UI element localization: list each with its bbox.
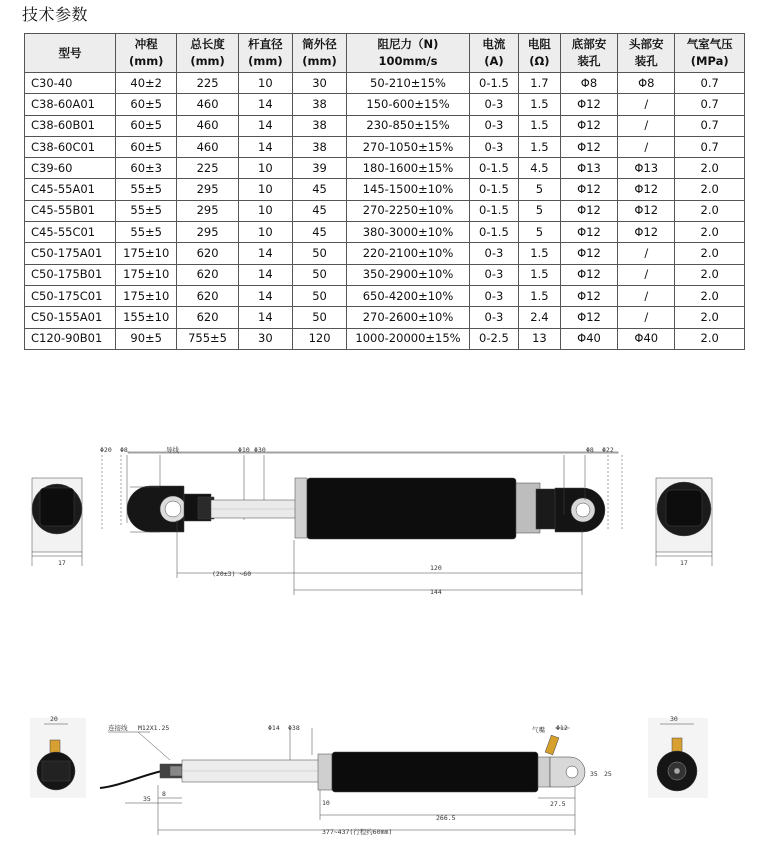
table-cell: 60±5: [116, 94, 177, 115]
table-cell: 38: [292, 136, 346, 157]
table-cell: Φ13: [618, 158, 675, 179]
table-cell: 150-600±15%: [347, 94, 470, 115]
dim-10: 10: [322, 799, 330, 807]
header-line-1: 电阻: [527, 37, 551, 51]
table-cell: 1.7: [518, 73, 560, 94]
table-cell: 14: [238, 285, 292, 306]
dim-20: 20: [50, 715, 58, 723]
table-cell: 14: [238, 115, 292, 136]
table-cell: 50-210±15%: [347, 73, 470, 94]
table-cell: 14: [238, 264, 292, 285]
table-cell: 0-3: [469, 307, 518, 328]
table-cell: 2.0: [675, 179, 745, 200]
table-cell: 2.0: [675, 158, 745, 179]
table-cell: 2.0: [675, 200, 745, 221]
dim-stroke: (20±3) ~60: [212, 570, 252, 578]
model-cell: C120-90B01: [25, 328, 116, 349]
table-cell: 39: [292, 158, 346, 179]
header-line-2: (mm): [248, 54, 283, 68]
table-cell: 0-1.5: [469, 158, 518, 179]
header-line-2: (mm): [128, 54, 164, 68]
header-line-1: 电流: [482, 37, 506, 51]
table-cell: 0-3: [469, 94, 518, 115]
table-cell: Φ8: [560, 73, 617, 94]
table-cell: 270-2600±10%: [347, 307, 470, 328]
table-cell: 13: [518, 328, 560, 349]
table-cell: 2.4: [518, 307, 560, 328]
table-cell: Φ12: [560, 94, 617, 115]
model-cell: C39-60: [25, 158, 116, 179]
dim-total: 377~437(行程约60mm): [322, 828, 393, 836]
dim-d10: Φ10: [238, 446, 250, 454]
table-cell: 120: [292, 328, 346, 349]
table-cell: 295: [177, 179, 238, 200]
dim-d30: Φ30: [254, 446, 266, 454]
table-cell: 380-3000±10%: [347, 222, 470, 243]
dim-d8: Φ8: [120, 446, 128, 454]
table-cell: 0.7: [675, 73, 745, 94]
table-cell: 2.0: [675, 243, 745, 264]
table-cell: 155±10: [116, 307, 177, 328]
model-cell: C50-175C01: [25, 285, 116, 306]
table-cell: 5: [518, 222, 560, 243]
model-cell: C30-40: [25, 73, 116, 94]
table-cell: 460: [177, 115, 238, 136]
table-cell: 14: [238, 136, 292, 157]
header-line-2: (mm): [302, 54, 337, 68]
dim-17-left: 17: [58, 559, 66, 567]
table-cell: 460: [177, 136, 238, 157]
table-cell: 30: [292, 73, 346, 94]
table-cell: Φ8: [618, 73, 675, 94]
table-cell: 2.0: [675, 264, 745, 285]
table-cell: 220-2100±10%: [347, 243, 470, 264]
table-cell: 2.0: [675, 307, 745, 328]
table-cell: 60±3: [116, 158, 177, 179]
table-cell: Φ40: [618, 328, 675, 349]
header-line-1: 底部安: [571, 37, 607, 51]
header-line-2: 100mm/s: [378, 54, 438, 68]
header-line-2: 装孔: [634, 54, 658, 68]
header-line-1: 总长度: [190, 37, 225, 51]
dim-d8-right: Φ8: [586, 446, 594, 454]
table-cell: 175±10: [116, 243, 177, 264]
table-cell: 55±5: [116, 179, 177, 200]
table-cell: 5: [518, 179, 560, 200]
table-cell: 50: [292, 243, 346, 264]
dim-8: 8: [162, 790, 166, 798]
header-line-2: (MPa): [690, 54, 729, 68]
model-cell: C50-175B01: [25, 264, 116, 285]
table-cell: Φ12: [560, 285, 617, 306]
table-cell: 230-850±15%: [347, 115, 470, 136]
table-cell: Φ13: [560, 158, 617, 179]
table-cell: 50: [292, 285, 346, 306]
table-cell: Φ12: [560, 136, 617, 157]
table-cell: 5: [518, 200, 560, 221]
table-cell: 175±10: [116, 264, 177, 285]
header-line-1: 冲程: [134, 37, 158, 51]
header-line-1: 气室气压: [686, 37, 733, 51]
table-cell: 755±5: [177, 328, 238, 349]
dim-266-5: 266.5: [436, 814, 456, 822]
table-cell: 0.7: [675, 94, 745, 115]
table-cell: 4.5: [518, 158, 560, 179]
table-cell: 1000-20000±15%: [347, 328, 470, 349]
table-cell: Φ12: [560, 222, 617, 243]
dim-d38: Φ38: [288, 724, 300, 732]
table-cell: 90±5: [116, 328, 177, 349]
table-cell: 0-3: [469, 243, 518, 264]
header-line-1: 阻尼力（N): [377, 37, 439, 51]
table-cell: 145-1500±10%: [347, 179, 470, 200]
table-cell: 1.5: [518, 136, 560, 157]
label-cable: 连接线: [108, 724, 128, 732]
header-line-1: 头部安: [629, 37, 664, 51]
dim-25: 25: [604, 770, 612, 778]
table-cell: 270-1050±15%: [347, 136, 470, 157]
table-cell: 10: [238, 200, 292, 221]
table-cell: /: [618, 264, 675, 285]
table-cell: Φ12: [560, 115, 617, 136]
table-cell: 225: [177, 73, 238, 94]
model-cell: C45-55C01: [25, 222, 116, 243]
table-cell: 45: [292, 222, 346, 243]
table-cell: Φ12: [560, 200, 617, 221]
table-cell: 0-3: [469, 264, 518, 285]
table-cell: 14: [238, 307, 292, 328]
model-cell: C50-155A01: [25, 307, 116, 328]
header-line-2: 装孔: [577, 54, 601, 68]
table-cell: /: [618, 94, 675, 115]
table-cell: 10: [238, 222, 292, 243]
table-cell: 55±5: [116, 222, 177, 243]
table-cell: 270-2250±10%: [347, 200, 470, 221]
model-cell: C50-175A01: [25, 243, 116, 264]
table-cell: 10: [238, 158, 292, 179]
table-cell: 620: [177, 307, 238, 328]
model-cell: C45-55B01: [25, 200, 116, 221]
dim-27-5: 27.5: [550, 800, 566, 808]
dim-d12: Φ12: [556, 724, 568, 732]
header-line-1: 筒外径: [302, 37, 337, 51]
table-cell: 0-3: [469, 115, 518, 136]
table-cell: 0-2.5: [469, 328, 518, 349]
table-cell: Φ12: [560, 243, 617, 264]
table-cell: 2.0: [675, 222, 745, 243]
table-cell: 650-4200±10%: [347, 285, 470, 306]
table-cell: 0-3: [469, 136, 518, 157]
header-line-2: (Ω): [529, 54, 550, 68]
table-cell: 38: [292, 94, 346, 115]
page-title: 技术参数: [22, 5, 89, 24]
label-wire: 导线: [166, 446, 179, 454]
table-cell: 45: [292, 200, 346, 221]
table-cell: 180-1600±15%: [347, 158, 470, 179]
table-cell: 350-2900±10%: [347, 264, 470, 285]
table-cell: /: [618, 285, 675, 306]
model-cell: C38-60A01: [25, 94, 116, 115]
table-cell: 2.0: [675, 285, 745, 306]
table-cell: 1.5: [518, 94, 560, 115]
right-end-view-2: [648, 718, 708, 798]
table-cell: 60±5: [116, 136, 177, 157]
table-cell: 0-1.5: [469, 73, 518, 94]
table-cell: 1.5: [518, 115, 560, 136]
table-cell: 14: [238, 94, 292, 115]
table-cell: Φ12: [560, 307, 617, 328]
dim-h35: 35: [590, 770, 598, 778]
table-cell: Φ12: [618, 200, 675, 221]
table-cell: 38: [292, 115, 346, 136]
table-cell: 45: [292, 179, 346, 200]
table-cell: 55±5: [116, 200, 177, 221]
header-line-1: 杆直径: [248, 37, 283, 51]
table-cell: 40±2: [116, 73, 177, 94]
table-cell: Φ12: [560, 264, 617, 285]
table-cell: 0.7: [675, 115, 745, 136]
table-cell: 460: [177, 94, 238, 115]
table-cell: Φ12: [618, 222, 675, 243]
header-line-1: 型号: [58, 45, 82, 60]
dim-d14: Φ14: [268, 724, 280, 732]
table-cell: 2.0: [675, 328, 745, 349]
header-line-2: (mm): [190, 54, 225, 68]
table-cell: 50: [292, 264, 346, 285]
table-cell: 60±5: [116, 115, 177, 136]
left-end-view-2: [30, 718, 86, 798]
table-cell: 10: [238, 179, 292, 200]
table-cell: 620: [177, 264, 238, 285]
model-cell: C38-60C01: [25, 136, 116, 157]
label-valve: 气嘴: [532, 726, 545, 734]
table-cell: 30: [238, 328, 292, 349]
model-cell: C38-60B01: [25, 115, 116, 136]
dim-d20: Φ20: [100, 446, 112, 454]
table-cell: 295: [177, 222, 238, 243]
table-cell: Φ12: [618, 179, 675, 200]
model-cell: C45-55A01: [25, 179, 116, 200]
table-cell: 620: [177, 243, 238, 264]
table-cell: 1.5: [518, 264, 560, 285]
dim-30: 30: [670, 715, 678, 723]
table-cell: 0-1.5: [469, 222, 518, 243]
dim-thread: M12X1.25: [138, 724, 170, 732]
table-cell: 225: [177, 158, 238, 179]
table-cell: /: [618, 115, 675, 136]
table-cell: 10: [238, 73, 292, 94]
dim-d22: Φ22: [602, 446, 614, 454]
table-cell: Φ40: [560, 328, 617, 349]
table-cell: 0-3: [469, 285, 518, 306]
table-cell: 1.5: [518, 243, 560, 264]
dim-17-right: 17: [680, 559, 688, 567]
table-cell: 1.5: [518, 285, 560, 306]
table-cell: 175±10: [116, 285, 177, 306]
table-cell: 50: [292, 307, 346, 328]
dim-120: 120: [430, 564, 442, 572]
dim-144: 144: [430, 588, 442, 596]
table-cell: /: [618, 243, 675, 264]
table-cell: 620: [177, 285, 238, 306]
table-cell: Φ12: [560, 179, 617, 200]
table-cell: 295: [177, 200, 238, 221]
dim-35: 35: [143, 795, 151, 803]
table-cell: /: [618, 136, 675, 157]
table-cell: /: [618, 307, 675, 328]
table-cell: 0-1.5: [469, 200, 518, 221]
header-line-2: (A): [484, 54, 504, 68]
table-cell: 0.7: [675, 136, 745, 157]
table-cell: 14: [238, 243, 292, 264]
table-cell: 0-1.5: [469, 179, 518, 200]
